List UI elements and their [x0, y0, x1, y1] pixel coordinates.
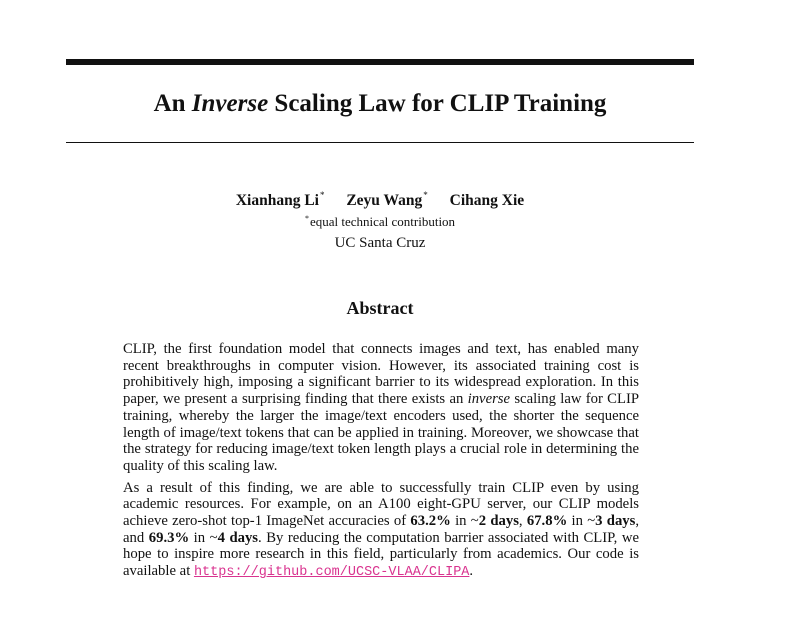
author-name: Cihang Xie: [449, 192, 525, 209]
contrib-mark: *: [304, 214, 309, 223]
author-name: Zeyu Wang: [346, 192, 423, 209]
affiliation: UC Santa Cruz: [334, 235, 426, 251]
duration-2: 3 days: [595, 513, 636, 530]
author-2: [346, 185, 427, 211]
abstract-paragraph-1: [123, 341, 639, 475]
author-3: [450, 191, 525, 211]
p1-emphasis: inverse: [467, 391, 511, 408]
p1-text-a: CLIP, the first foundation model that connects images and text, has enabled many recent breakthroughs in computer vision. However, its associated training cost is prohibitively high, imposing a significant barrier to its widespread exploration. In this paper, we present a surprising finding that there exists an: [123, 341, 639, 408]
accuracy-3: 69.3%: [148, 529, 190, 546]
accuracy-1: 63.2%: [410, 513, 451, 530]
p2-text-g: in ~: [189, 529, 218, 546]
abstract-heading: Abstract: [346, 298, 414, 318]
top-rule: [66, 59, 694, 65]
abstract-body: [123, 341, 639, 587]
contribution-note: [0, 210, 760, 231]
author-1: [236, 185, 325, 211]
p2-text-f: , and: [123, 513, 640, 546]
duration-3: 4 days: [217, 529, 259, 546]
paper-title: [66, 87, 694, 121]
p1-text-b: scaling law for CLIP training, whereby the larger the image/text encoders used, the shorter the sequence length of image/text tokens that can be applied in training. Moreover, we showcase that the strategy for reducing image/text token length plays a crucial role in determining the quality of this scaling law.: [123, 391, 640, 474]
title-emphasis: Inverse: [191, 90, 269, 117]
title-suffix: Scaling Law for CLIP Training: [268, 90, 607, 117]
p2-text-c: in ~: [450, 513, 479, 530]
author-mark: *: [319, 190, 325, 200]
contrib-text: equal technical contribution: [309, 214, 456, 229]
duration-1: 2 days: [478, 513, 519, 530]
abstract-paragraph-2: [123, 480, 639, 582]
author-name: Xianhang Li: [235, 192, 319, 209]
author-list: [0, 185, 760, 211]
title-prefix: An: [153, 90, 192, 117]
code-link[interactable]: https://github.com/UCSC-VLAA/CLIPA: [193, 565, 470, 581]
p2-text-a: As a result of this finding, we are able to successfully train CLIP even by using academic resources. For example, on an A100 eight-GPU server, our CLIP models achieve zero-shot top-1 ImageNet accuracies of: [123, 479, 639, 530]
p2-text-d: ,: [518, 513, 527, 530]
bottom-rule: [66, 142, 694, 143]
author-mark: *: [423, 190, 428, 200]
p2-text-end: .: [469, 563, 474, 580]
p2-text-e: in ~: [567, 513, 596, 530]
p2-text-h: . By reducing the computation barrier associated with CLIP, we hope to inspire more research in this field, particularly from academics. Our code is available at: [123, 529, 639, 580]
accuracy-2: 67.8%: [526, 513, 568, 530]
